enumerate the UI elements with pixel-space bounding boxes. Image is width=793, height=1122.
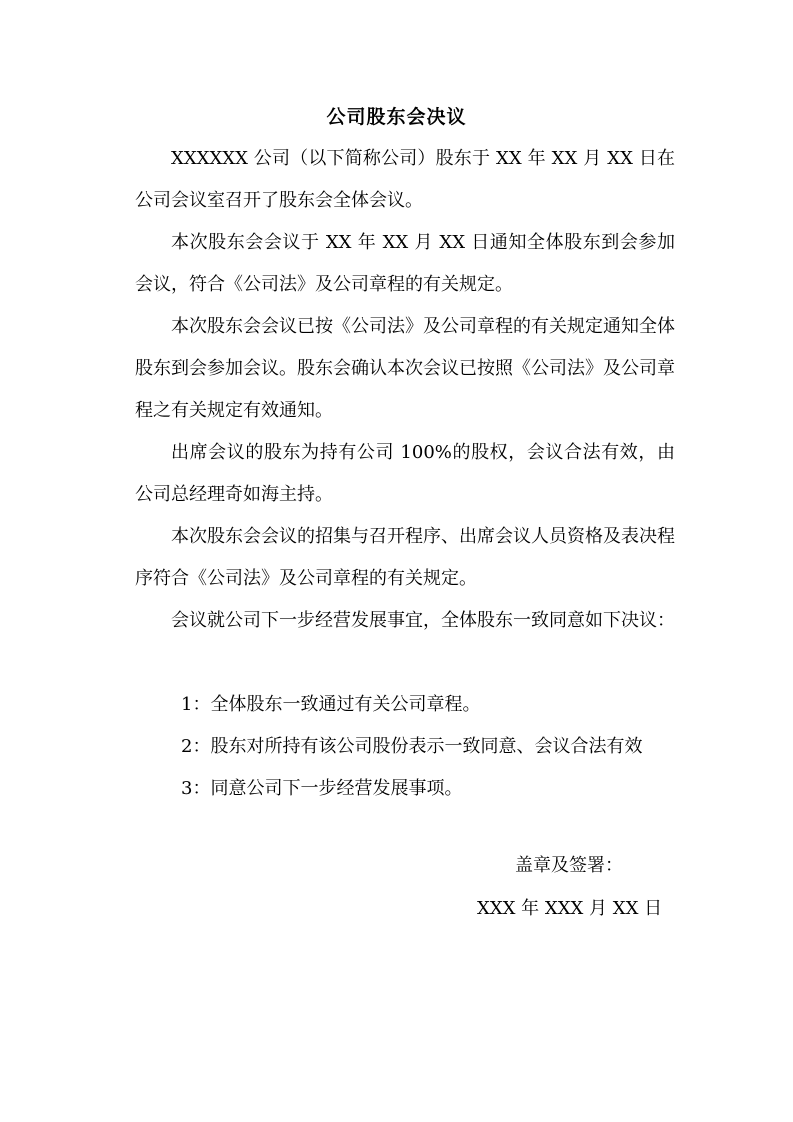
paragraph-notice-confirmation: 本次股东会会议已按《公司法》及公司章程的有关规定通知全体股东到会参加会议。股东会确认本次会议已按照《公司法》及公司章程之有关规定有效通知。 [135,316,675,421]
document-title: 公司股东会决议 [326,106,467,128]
paragraph-procedure: 本次股东会会议的招集与召开程序、出席会议人员资格及表决程序符合《公司法》及公司章程的有关规定。 [135,526,675,589]
paragraph-meeting-notice: 本次股东会会议于 XX 年 XX 月 XX 日通知全体股东到会参加会议，符合《公司法》及公司章程的有关规定。 [135,232,675,295]
signature-date: XXX 年 XXX 月 XX 日 [477,898,663,919]
signature-label: 盖章及签署： [515,855,623,876]
resolution-item-2: 2：股东对所持有该公司股份表示一致同意、会议合法有效 [181,736,643,757]
resolution-item-1: 1：全体股东一致通过有关公司章程。 [181,694,481,715]
resolution-item-3: 3：同意公司下一步经营发展事项。 [181,778,463,799]
paragraph-attendance: 出席会议的股东为持有公司 100%的股权，会议合法有效，由公司总经理奇如海主持。 [135,442,675,505]
paragraph-resolution-intro: 会议就公司下一步经营发展事宜，全体股东一致同意如下决议： [171,610,675,631]
paragraph-meeting-held: XXXXXX 公司（以下简称公司）股东于 XX 年 XX 月 XX 日在公司会议室召开了股东会全体会议。 [135,148,675,211]
